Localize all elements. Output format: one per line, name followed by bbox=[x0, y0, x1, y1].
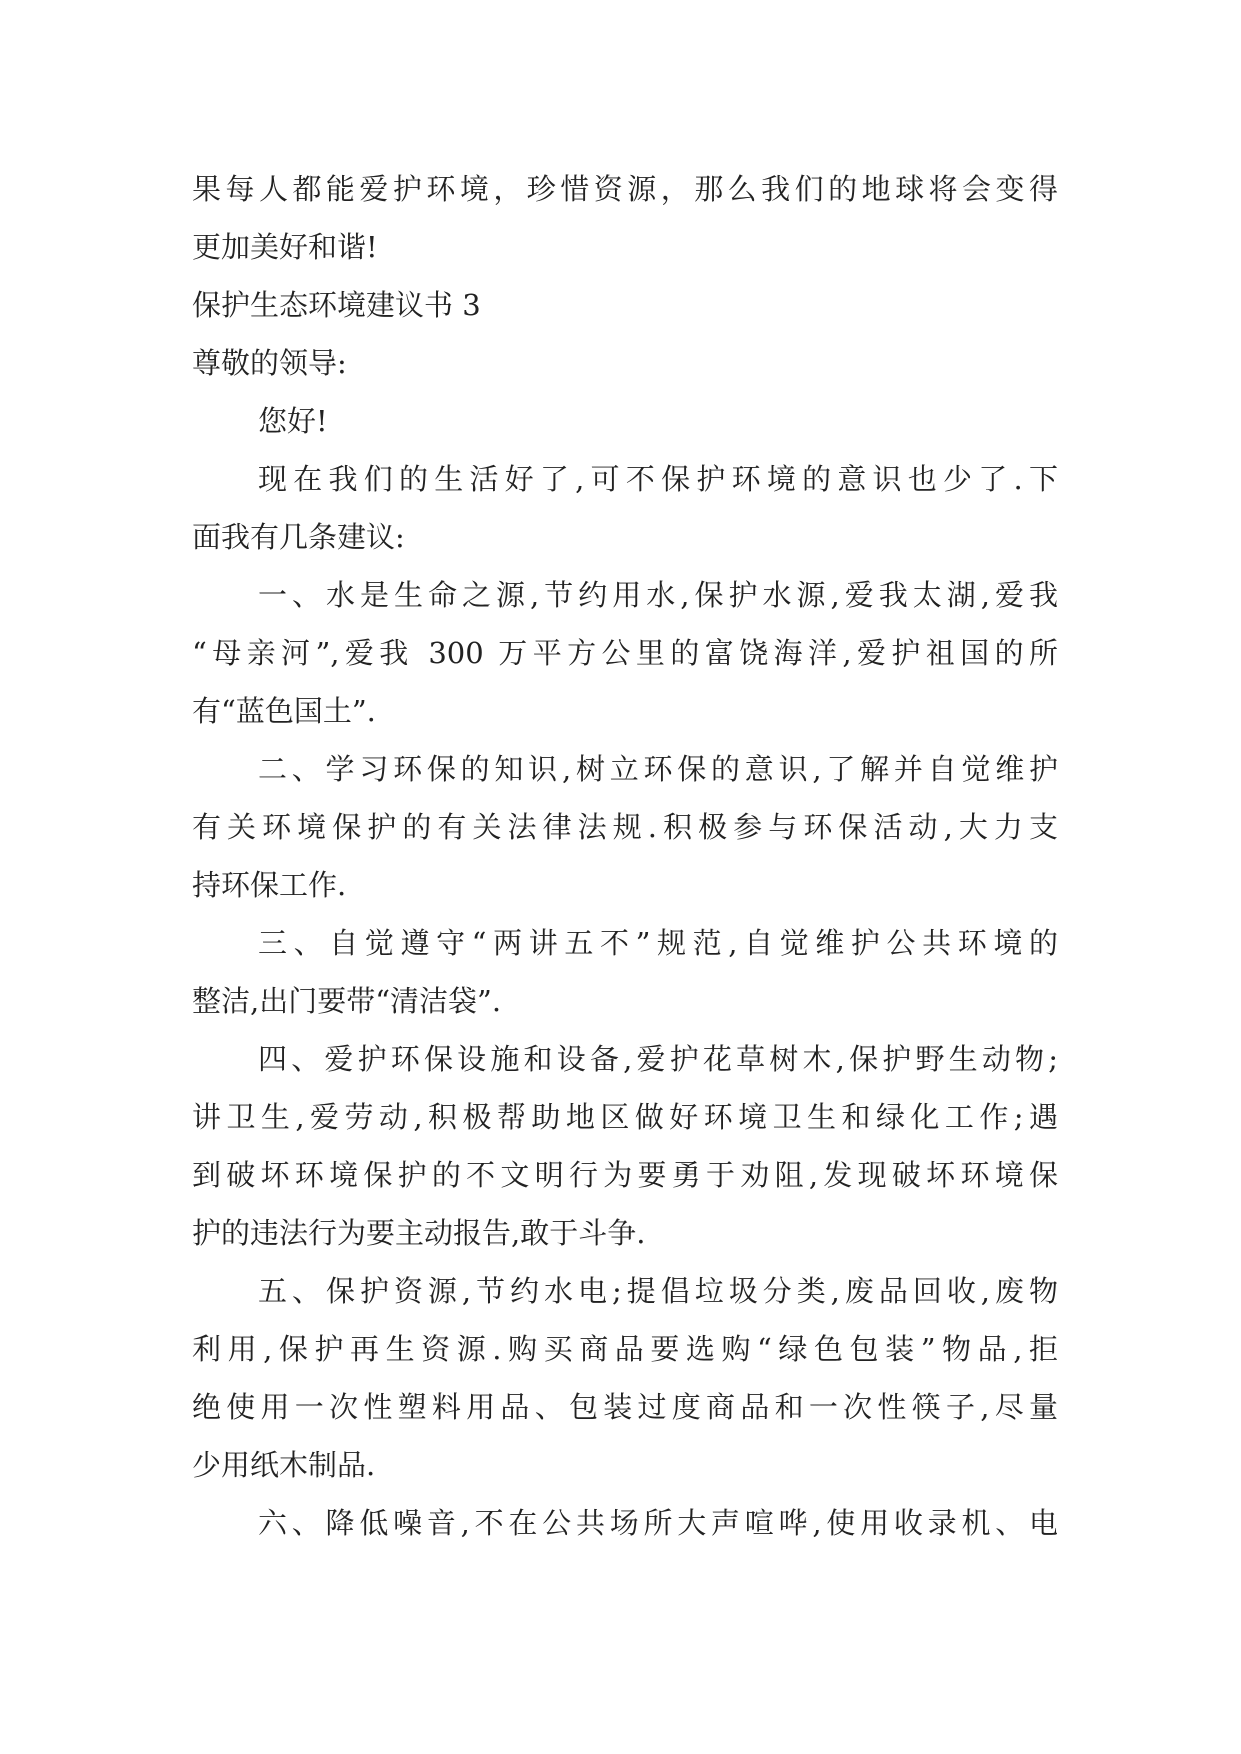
text-line: 四、爱护环保设施和设备,爱护花草树木,保护野生动物; bbox=[258, 1042, 1058, 1076]
text-line: 利用,保护再生资源.购买商品要选购“绿色包装”物品,拒 bbox=[192, 1332, 1058, 1366]
text-line: 少用纸木制品. bbox=[192, 1448, 376, 1482]
text-line: 整洁,出门要带“清洁袋”. bbox=[192, 984, 502, 1018]
text-line: “母亲河”,爱我 300 万平方公里的富饶海洋,爱护祖国的所 bbox=[192, 636, 1058, 670]
text-line: 一、水是生命之源,节约用水,保护水源,爱我太湖,爱我 bbox=[258, 578, 1058, 612]
text-line: 二、学习环保的知识,树立环保的意识,了解并自觉维护 bbox=[258, 752, 1058, 786]
text-line: 现在我们的生活好了,可不保护环境的意识也少了.下 bbox=[258, 462, 1058, 496]
text-line: 护的违法行为要主动报告,敢于斗争. bbox=[192, 1216, 646, 1250]
text-line: 五、保护资源,节约水电;提倡垃圾分类,废品回收,废物 bbox=[258, 1274, 1058, 1308]
text-line: 更加美好和谐! bbox=[192, 230, 378, 264]
text-line: 有关环境保护的有关法律法规.积极参与环保活动,大力支 bbox=[192, 810, 1058, 844]
text-line: 保护生态环境建议书 3 bbox=[192, 288, 481, 322]
text-line: 您好! bbox=[258, 404, 328, 438]
text-line: 到破坏环境保护的不文明行为要勇于劝阻,发现破坏环境保 bbox=[192, 1158, 1058, 1192]
text-line: 讲卫生,爱劳动,积极帮助地区做好环境卫生和绿化工作;遇 bbox=[192, 1100, 1058, 1134]
text-line: 面我有几条建议: bbox=[192, 520, 405, 554]
text-line: 果每人都能爱护环境，珍惜资源，那么我们的地球将会变得 bbox=[192, 172, 1058, 206]
document-body bbox=[192, 160, 1058, 1552]
text-line: 尊敬的领导: bbox=[192, 346, 347, 380]
text-line: 持环保工作. bbox=[192, 868, 347, 902]
text-line: 六、降低噪音,不在公共场所大声喧哗,使用收录机、电 bbox=[258, 1506, 1058, 1540]
text-line: 有“蓝色国土”. bbox=[192, 694, 376, 728]
text-line: 三、自觉遵守“两讲五不”规范,自觉维护公共环境的 bbox=[258, 926, 1058, 960]
text-line: 绝使用一次性塑料用品、包装过度商品和一次性筷子,尽量 bbox=[192, 1390, 1058, 1424]
